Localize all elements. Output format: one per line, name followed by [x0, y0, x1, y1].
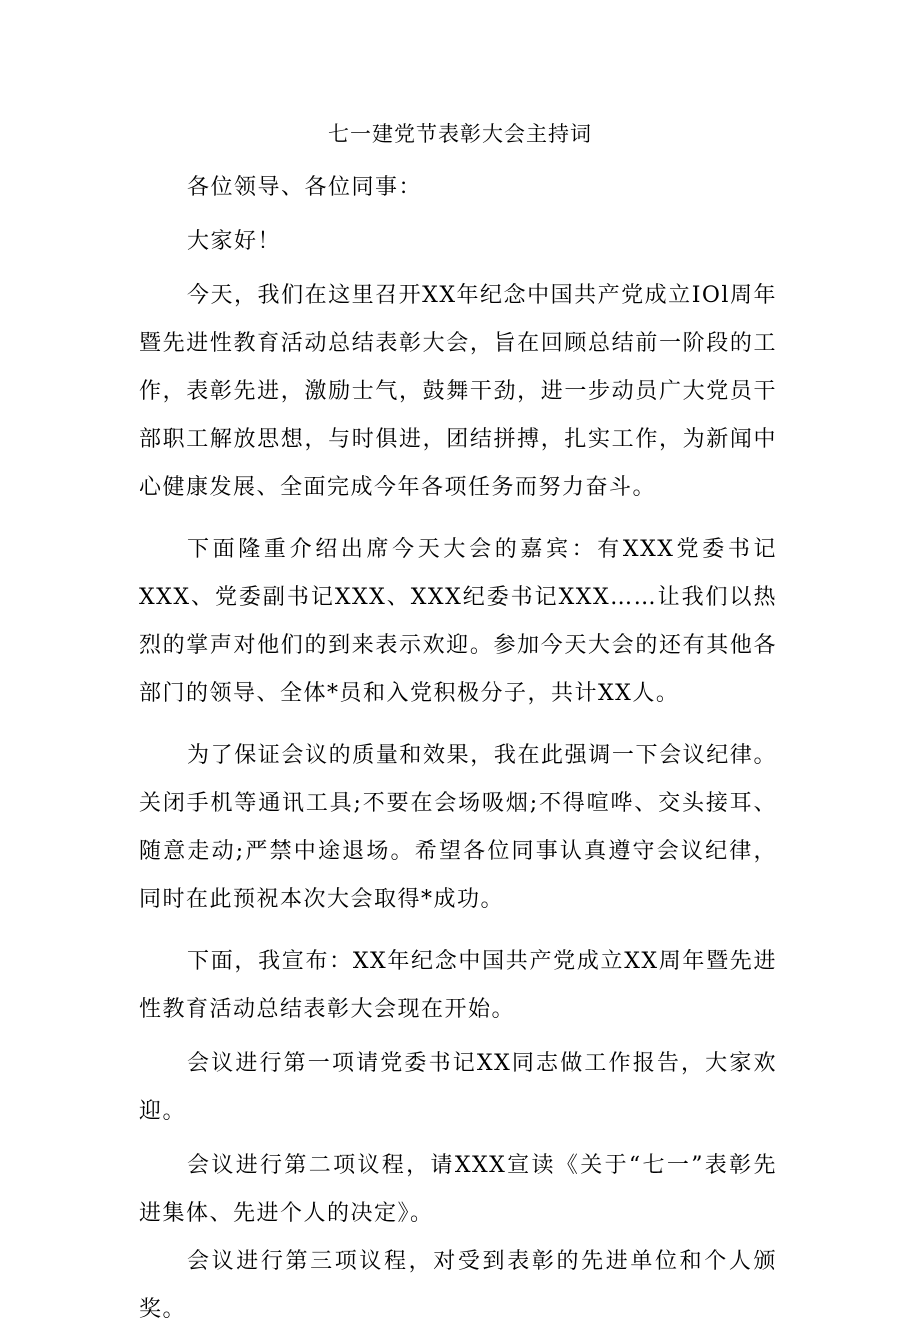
paragraph-agenda-1: 会议进行第一项请党委书记XX同志做工作报告，大家欢迎。: [139, 1051, 777, 1124]
document-title: 七一建党节表彰大会主持词: [328, 122, 592, 146]
salutation: 各位领导、各位同事：: [187, 175, 423, 200]
greeting: 大家好！: [187, 229, 282, 254]
document-body: [139, 164, 777, 1334]
paragraph-agenda-3: 会议进行第三项议程，对受到表彰的先进单位和个人颁奖。: [139, 1249, 777, 1322]
paragraph-discipline: 为了保证会议的质量和效果，我在此强调一下会议纪律。关闭手机等通讯工具;不要在会场吸烟;不得喧哗、交头接耳、随意走动;严禁中途退场。希望各位同事认真遵守会议纪律，同时在此预祝本次大会取得*成功。: [139, 743, 777, 912]
paragraph-guests: 下面隆重介绍出席今天大会的嘉宾：有XXX党委书记XXX、党委副书记XXX、XXX纪委书记XXX……让我们以热烈的掌声对他们的到来表示欢迎。参加今天大会的还有其他各部门的领导、全体*员和入党积极分子，共计XX人。: [139, 537, 777, 706]
paragraph-opening: 今天，我们在这里召开XX年纪念中国共产党成立IOl周年暨先进性教育活动总结表彰大会，旨在回顾总结前一阶段的工作，表彰先进，激励士气，鼓舞干劲，进一步动员广大党员干部职工解放思想，与时俱进，团结拼搏，扎实工作，为新闻中心健康发展、全面完成今年各项任务而努力奋斗。: [139, 283, 777, 500]
paragraph-agenda-2: 会议进行第二项议程，请XXX宣读《关于“七一”表彰先进集体、先进个人的决定》。: [139, 1153, 777, 1226]
paragraph-announcement: 下面，我宣布：XX年纪念中国共产党成立XX周年暨先进性教育活动总结表彰大会现在开始。: [139, 949, 777, 1022]
